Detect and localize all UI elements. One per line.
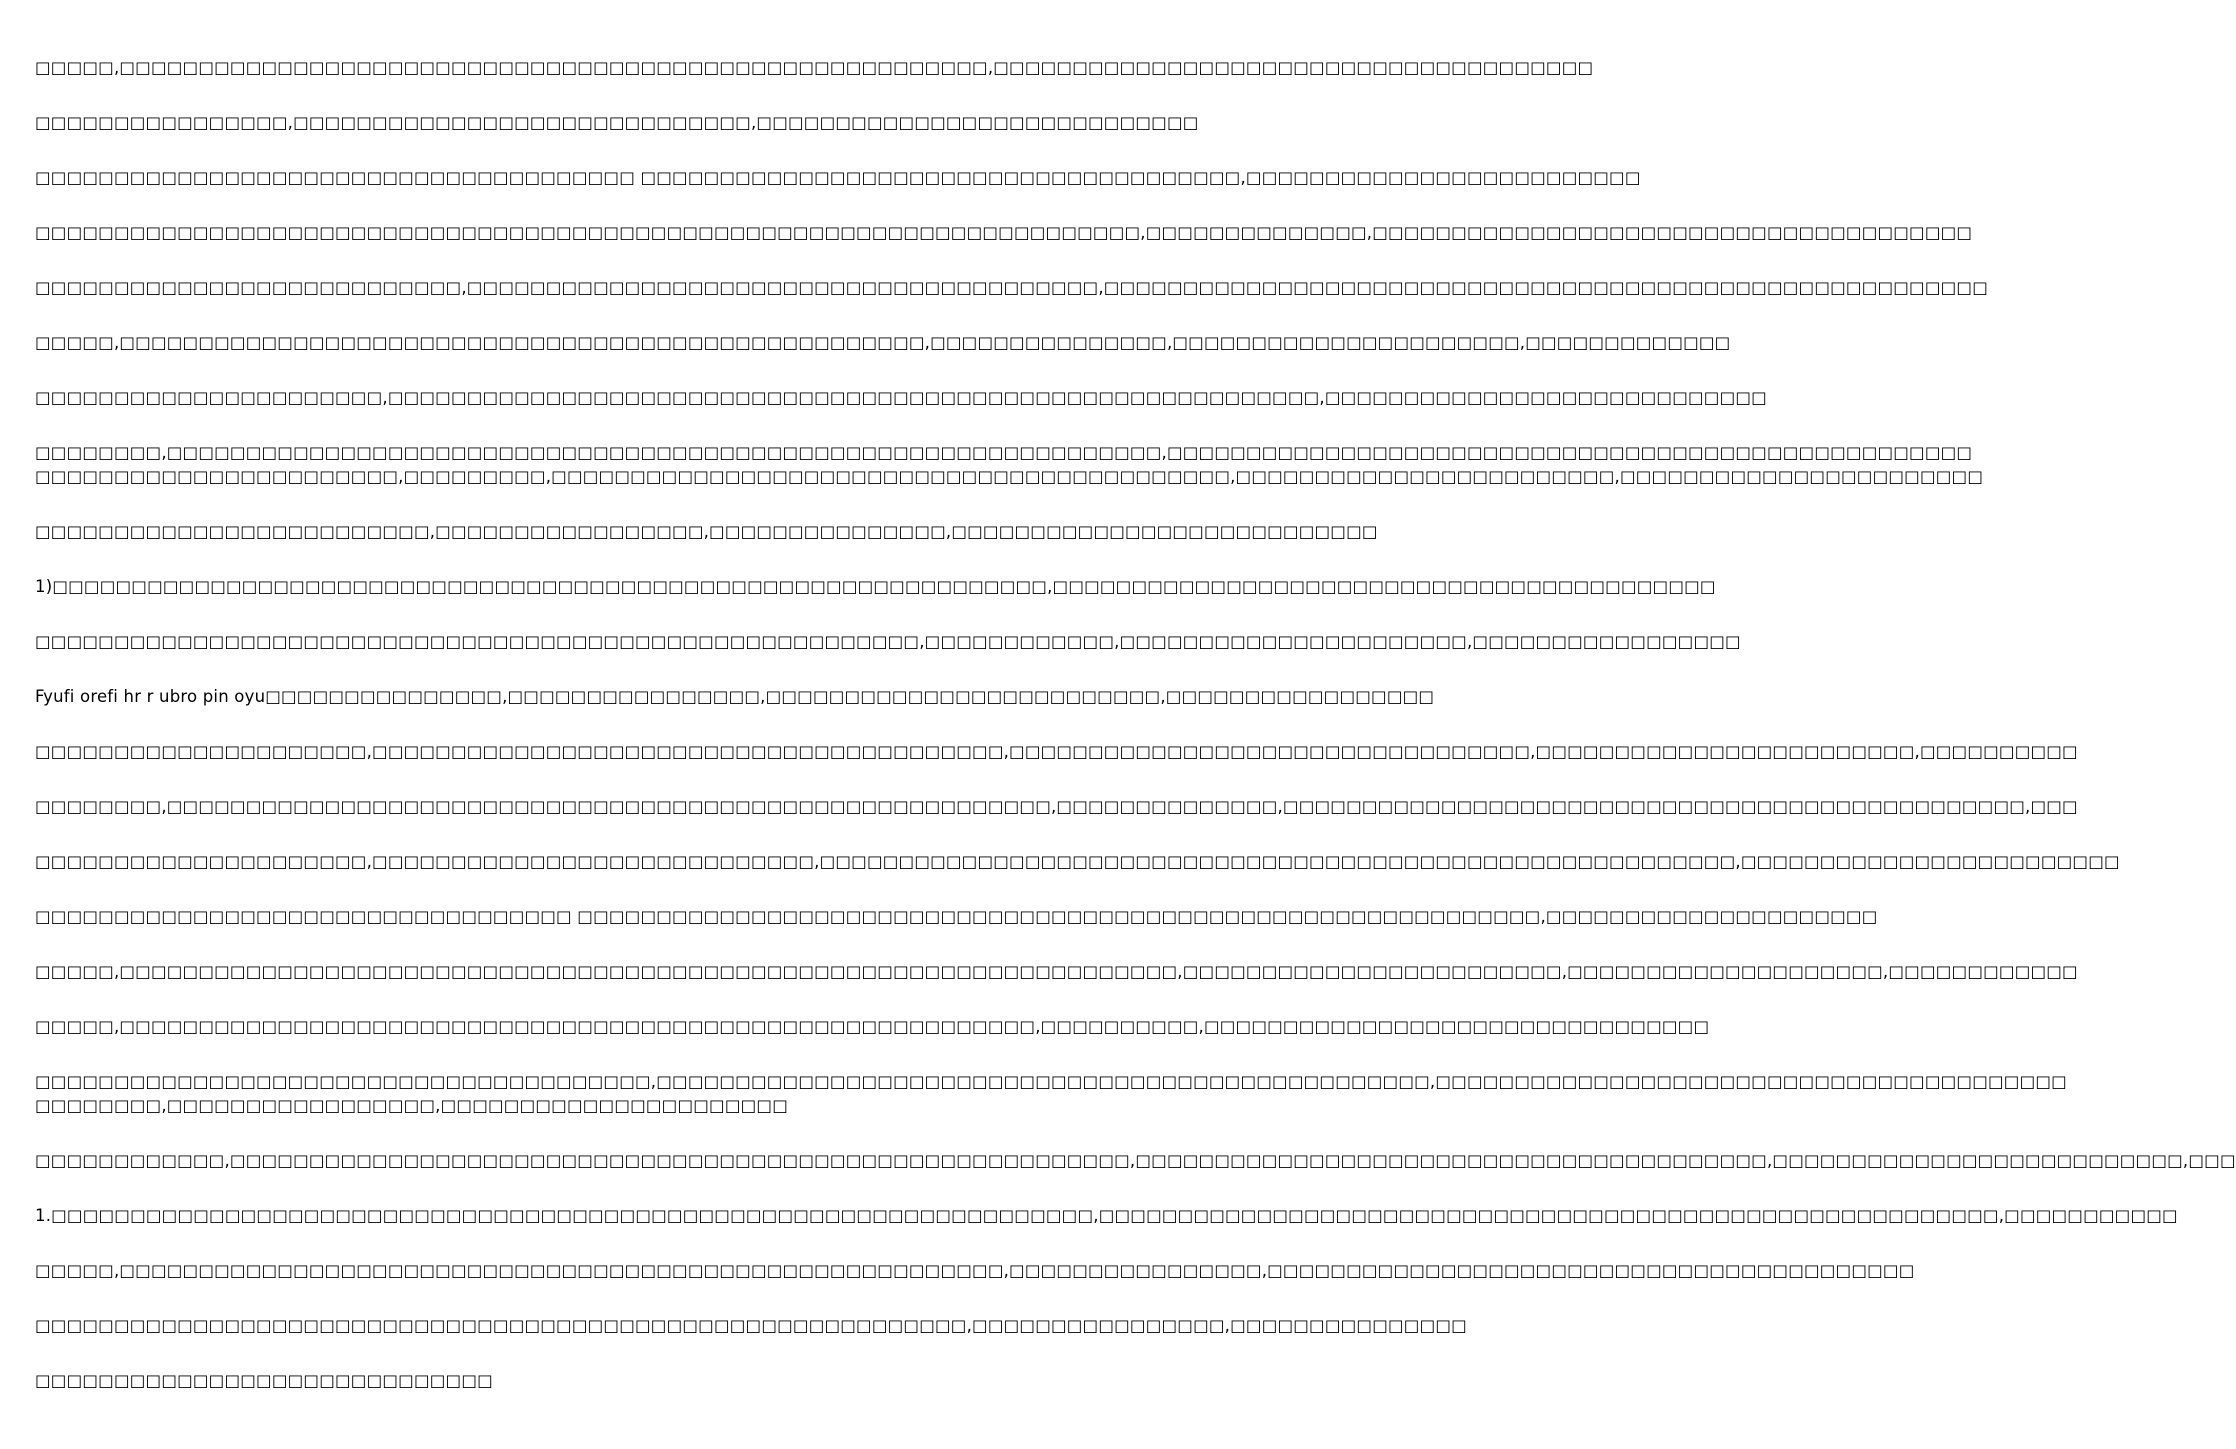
paragraph <box>35 441 1984 489</box>
paragraph-line: □□□□□,□□□□□□□□□□□□□□□□□□□□□□□□□□□□□□□□□□□□□□□□□□□□□□□□□□□□□□□□□□,□□□□□□□□□□,□□□□□□□□□□□□□□□□□□□□□□□□□□□□□□□□ <box>35 1017 1710 1036</box>
paragraph <box>35 520 1378 544</box>
paragraph-line: □□□□□□□□□□□□□□□□□□□□□□□□□□□□□ <box>35 1371 493 1390</box>
paragraph <box>35 575 1716 599</box>
paragraph-line: □□□□□□□□□□□□□□□□□□□□□□,□□□□□□□□□□□□□□□□□□□□□□□□□□□□□□□□□□□□□□□□□□□□□□□□□□□□□□□□□□□,□□□□□□□□□□□□□□□□□□□□□□□□□□□□ <box>35 388 1767 407</box>
paragraph <box>35 1204 2178 1228</box>
paragraph <box>35 1015 1710 1039</box>
paragraph-line: □□□□□□□□□□□□,□□□□□□□□□□□□□□□□□□□□□□□□□□□□□□□□□□□□□□□□□□□□□□□□□□□□□□□□□,□□□□□□□□□□□□□□□□□□□□□□□□□□□□□□□□□□□□□□□□,□□□□□□□□□□□□□□□□□□□□□□□□□□,□□□ <box>35 1151 2236 1170</box>
paragraph <box>35 1070 2067 1118</box>
paragraph <box>35 850 2120 874</box>
paragraph-line: □□□□□□□□□□□□□□□□□□□□□□□□□,□□□□□□□□□□□□□□□□□,□□□□□□□□□□□□□□□,□□□□□□□□□□□□□□□□□□□□□□□□□□□ <box>35 522 1378 541</box>
paragraph-line: Fyufi orefi hr r ubro pin oyu□□□□□□□□□□□□□□□,□□□□□□□□□□□□□□□□,□□□□□□□□□□□□□□□□□□□□□□□□□,□□□□□□□□□□□□□□□□□ <box>35 687 1435 706</box>
paragraph-line: □□□□□□□□□□□□□□□□□□□□□□□□□□□□□□□□□□□□□□□□□□□□□□□□□□□□□□□□,□□□□□□□□□□□□,□□□□□□□□□□□□□□□□□□□□□□,□□□□□□□□□□□□□□□□□ <box>35 632 1741 651</box>
document-body <box>35 56 2236 1424</box>
paragraph-line: □□□□□□□□□□□□□□□□□□□□□□□□□□□□□□□□□□□□□□□,□□□□□□□□□□□□□□□□□□□□□□□□□□□□□□□□□□□□□□□□□□□□□□□□□,□□□□□□□□□□□□□□□□□□□□□□□□□□□□□□□□□□□□□□□□ <box>35 1072 2067 1091</box>
paragraph <box>35 1314 1467 1338</box>
paragraph-line: □□□□□,□□□□□□□□□□□□□□□□□□□□□□□□□□□□□□□□□□□□□□□□□□□□□□□□□□□□□□□□□□□□□□□□□□□,□□□□□□□□□□□□□□□□□□□□□□□□,□□□□□□□□□□□□□□□□□□□□,□□□□□□□□□□□□ <box>35 962 2078 981</box>
paragraph-line: □□□□□□□□,□□□□□□□□□□□□□□□□□,□□□□□□□□□□□□□□□□□□□□□□ <box>35 1096 789 1115</box>
paragraph-line: □□□□□□□□□□□□□□□□□□□□□□□□□□□□□□□□□□□□□□□□□□□□□□□□□□□□□□□□□□□□□□□□□□□□□□,□□□□□□□□□□□□□□,□□□□□□□□□□□□□□□□□□□□□□□□□□□□□□□□□□□□□□ <box>35 223 1973 242</box>
paragraph-line: □□□□□□□□□□□□□□□□□□□□□□□,□□□□□□□□□,□□□□□□□□□□□□□□□□□□□□□□□□□□□□□□□□□□□□□□□□□□□,□□□□□□□□□□□□□□□□□□□□□□□□,□□□□□□□□□□□□□□□□□□□□□□□ <box>35 467 1984 486</box>
paragraph-line: □□□□□□□□□□□□□□□□,□□□□□□□□□□□□□□□□□□□□□□□□□□□□□,□□□□□□□□□□□□□□□□□□□□□□□□□□□□ <box>35 113 1199 132</box>
paragraph <box>35 905 1878 929</box>
paragraph <box>35 111 1199 135</box>
paragraph-line: □□□□□□□□,□□□□□□□□□□□□□□□□□□□□□□□□□□□□□□□□□□□□□□□□□□□□□□□□□□□□□□□□□□□□□□□,□□□□□□□□□□□□□□□□□□□□□□□□□□□□□□□□□□□□□□□□□□□□□□□□□□□ <box>35 443 1973 462</box>
paragraph-line: 1.□□□□□□□□□□□□□□□□□□□□□□□□□□□□□□□□□□□□□□□□□□□□□□□□□□□□□□□□□□□□□□□□□□,□□□□□□□□□□□□□□□□□□□□□□□□□□□□□□□□□□□□□□□□□□□□□□□□□□□□□□□□□,□□□□□□□□□□□ <box>35 1206 2178 1225</box>
paragraph-line: □□□□□□□□,□□□□□□□□□□□□□□□□□□□□□□□□□□□□□□□□□□□□□□□□□□□□□□□□□□□□□□□□,□□□□□□□□□□□□□□,□□□□□□□□□□□□□□□□□□□□□□□□□□□□□□□□□□□□□□□□□□□□□□□,□□□ <box>35 797 2078 816</box>
paragraph-line: □□□□□□□□□□□□□□□□□□□□□□□□□□□,□□□□□□□□□□□□□□□□□□□□□□□□□□□□□□□□□□□□□□□□,□□□□□□□□□□□□□□□□□□□□□□□□□□□□□□□□□□□□□□□□□□□□□□□□□□□□□□□□ <box>35 278 1989 297</box>
paragraph <box>35 221 1973 245</box>
paragraph-line: □□□□□□□□□□□□□□□□□□□□□□□□□□□□□□□□□□□□□□□□□□□□□□□□□□□□□□□□□□□,□□□□□□□□□□□□□□□□,□□□□□□□□□□□□□□□ <box>35 1316 1467 1335</box>
paragraph <box>35 960 2078 984</box>
paragraph <box>35 630 1741 654</box>
paragraph <box>35 386 1767 410</box>
paragraph-line: □□□□□,□□□□□□□□□□□□□□□□□□□□□□□□□□□□□□□□□□□□□□□□□□□□□□□□□□□□□□□,□□□□□□□□□□□□□□□□□□□□□□□□□□□□□□□□□□□□□□ <box>35 58 1594 77</box>
paragraph <box>35 1259 1915 1283</box>
paragraph <box>35 1369 990 1393</box>
paragraph-line: □□□□□□□□□□□□□□□□□□□□□□□□□□□□□□□□□□□□□□ □□□□□□□□□□□□□□□□□□□□□□□□□□□□□□□□□□□□□□,□□□□□□□□□□□□□□□□□□□□□□□□□ <box>35 168 1641 187</box>
paragraph-line: □□□□□□□□□□□□□□□□□□□□□,□□□□□□□□□□□□□□□□□□□□□□□□□□□□,□□□□□□□□□□□□□□□□□□□□□□□□□□□□□□□□□□□□□□□□□□□□□□□□□□□□□□□□□□,□□□□□□□□□□□□□□□□□□□□□□□□ <box>35 852 2120 871</box>
paragraph-line: □□□□□□□□□□□□□□□□□□□□□□□□□□□□□□□□□□ □□□□□□□□□□□□□□□□□□□□□□□□□□□□□□□□□□□□□□□□□□□□□□□□□□□□□□□□□□□□□,□□□□□□□□□□□□□□□□□□□□□ <box>35 907 1878 926</box>
paragraph <box>35 56 1594 80</box>
paragraph <box>35 1149 2236 1173</box>
paragraph <box>35 166 1641 190</box>
paragraph <box>35 331 1731 355</box>
paragraph-line: 1)□□□□□□□□□□□□□□□□□□□□□□□□□□□□□□□□□□□□□□□□□□□□□□□□□□□□□□□□□□□□□□□,□□□□□□□□□□□□□□□□□□□□□□□□□□□□□□□□□□□□□□□□□□ <box>35 577 1716 596</box>
paragraph-line: □□□□□,□□□□□□□□□□□□□□□□□□□□□□□□□□□□□□□□□□□□□□□□□□□□□□□□□□□□□□□□,□□□□□□□□□□□□□□□□,□□□□□□□□□□□□□□□□□□□□□□□□□□□□□□□□□□□□□□□□□ <box>35 1261 1915 1280</box>
paragraph <box>35 685 1435 709</box>
paragraph <box>35 276 1989 300</box>
paragraph <box>35 740 2078 764</box>
paragraph-line: □□□□□□□□□□□□□□□□□□□□□,□□□□□□□□□□□□□□□□□□□□□□□□□□□□□□□□□□□□□□□□,□□□□□□□□□□□□□□□□□□□□□□□□□□□□□□□□□,□□□□□□□□□□□□□□□□□□□□□□□□,□□□□□□□□□□ <box>35 742 2078 761</box>
paragraph <box>35 795 2078 819</box>
paragraph-line: □□□□□,□□□□□□□□□□□□□□□□□□□□□□□□□□□□□□□□□□□□□□□□□□□□□□□□□□□,□□□□□□□□□□□□□□□,□□□□□□□□□□□□□□□□□□□□□□,□□□□□□□□□□□□□ <box>35 333 1731 352</box>
